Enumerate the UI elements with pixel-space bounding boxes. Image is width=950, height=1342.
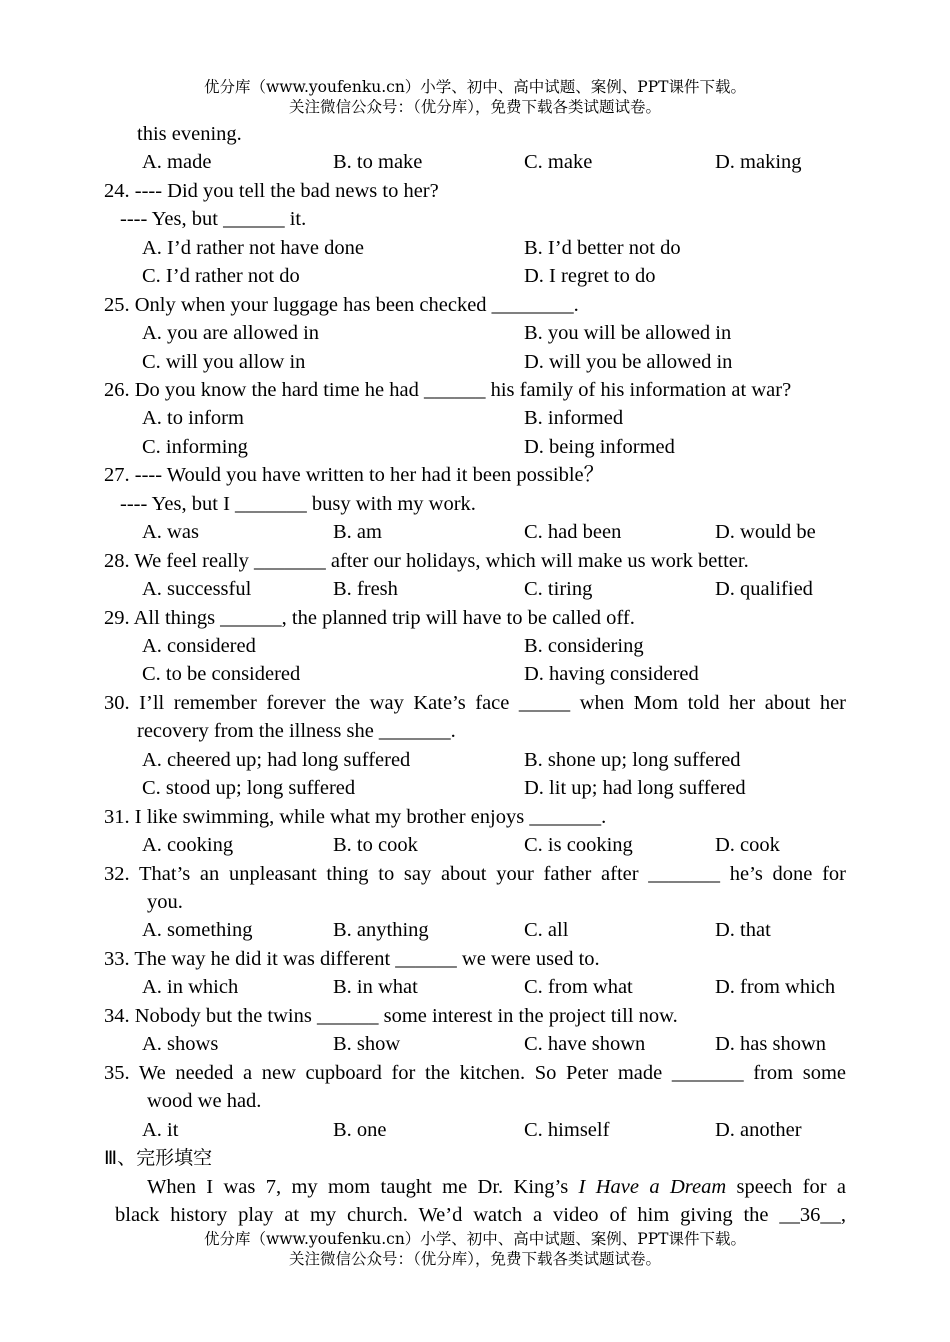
q25-option-a[interactable]: A. you are allowed in (142, 322, 320, 344)
q31-option-c[interactable]: C. is cooking (524, 834, 633, 856)
q30-stem-line-2 (0, 717, 950, 745)
q33-stem-line (0, 945, 950, 973)
q24-response-line (0, 205, 950, 233)
q35-stem-1: 35. We needed a new cupboard for the kitchen. So Peter made _______ from some (104, 1062, 846, 1084)
q30-options-row2 (0, 774, 950, 802)
q25-stem: 25. Only when your luggage has been checked ________. (104, 294, 579, 316)
q32-option-d[interactable]: D. that (715, 919, 771, 941)
q26-option-a[interactable]: A. to inform (142, 407, 244, 429)
q24-option-a[interactable]: A. I’d rather not have done (142, 237, 364, 259)
q23-option-d[interactable]: D. making (715, 151, 802, 173)
q24-response: ---- Yes, but ______ it. (120, 208, 307, 230)
q33-option-a[interactable]: A. in which (142, 976, 239, 998)
header-line-2: 关注微信公众号：（优分库），免费下载各类试题试卷。 (288, 98, 661, 116)
q25-option-b[interactable]: B. you will be allowed in (524, 322, 732, 344)
q26-option-b[interactable]: B. informed (524, 407, 624, 429)
header-line-1: 优分库（www.youfenku.cn）小学、初中、高中试题、案例、PPT课件下载。 (203, 78, 747, 96)
q26-options-row2 (0, 433, 950, 461)
q23-option-a[interactable]: A. made (142, 151, 212, 173)
section3-p1-after: speech for a (726, 1176, 846, 1198)
section3-paragraph-line-1 (0, 1173, 950, 1201)
q33-options (0, 973, 950, 1001)
q33-option-b[interactable]: B. in what (333, 976, 418, 998)
q32-option-a[interactable]: A. something (142, 919, 253, 941)
q35-stem-line-1 (0, 1059, 950, 1087)
section3-p1-before: When I was 7, my mom taught me Dr. King’s (147, 1176, 579, 1198)
q26-option-c[interactable]: C. informing (142, 436, 248, 458)
q35-stem-2: wood we had. (147, 1090, 262, 1112)
q34-stem: 34. Nobody but the twins ______ some interest in the project till now. (104, 1005, 678, 1027)
q35-option-d[interactable]: D. another (715, 1119, 802, 1141)
q32-stem-2: you. (147, 891, 183, 913)
q24-option-b[interactable]: B. I’d better not do (524, 237, 681, 259)
section3-paragraph-line-2 (0, 1201, 950, 1229)
q29-option-a[interactable]: A. considered (142, 635, 256, 657)
section3-heading: Ⅲ、完形填空 (104, 1147, 213, 1169)
q31-stem: 31. I like swimming, while what my brother enjoys _______. (104, 806, 607, 828)
q34-stem-line (0, 1002, 950, 1030)
q25-options-row2 (0, 348, 950, 376)
footer-line-2: 关注微信公众号：（优分库），免费下载各类试题试卷。 (288, 1250, 661, 1268)
q29-option-b[interactable]: B. considering (524, 635, 644, 657)
q33-option-d[interactable]: D. from which (715, 976, 836, 998)
q28-stem: 28. We feel really _______ after our holidays, which will make us work better. (104, 550, 749, 572)
footer-line-1: 优分库（www.youfenku.cn）小学、初中、高中试题、案例、PPT课件下载。 (203, 1230, 747, 1248)
q35-option-a[interactable]: A. it (142, 1119, 179, 1141)
q26-stem: 26. Do you know the hard time he had ______ his family of his information at war? (104, 379, 792, 401)
q34-option-c[interactable]: C. have shown (524, 1033, 646, 1055)
q27-stem-line (0, 461, 950, 489)
page-footer (0, 1229, 950, 1269)
q35-option-b[interactable]: B. one (333, 1119, 387, 1141)
section3-paragraph-2: black history play at my church. We’d watch a video of him giving the __36__, (115, 1204, 846, 1226)
q30-option-a[interactable]: A. cheered up; had long suffered (142, 749, 411, 771)
q26-option-d[interactable]: D. being informed (524, 436, 675, 458)
q28-option-c[interactable]: C. tiring (524, 578, 593, 600)
q25-stem-line (0, 291, 950, 319)
q34-option-d[interactable]: D. has shown (715, 1033, 827, 1055)
q24-options-row1 (0, 234, 950, 262)
q27-option-d[interactable]: D. would be (715, 521, 816, 543)
q23-continuation: this evening. (137, 123, 242, 145)
q33-stem: 33. The way he did it was different ______ we were used to. (104, 948, 600, 970)
q29-option-c[interactable]: C. to be considered (142, 663, 301, 685)
q35-options (0, 1116, 950, 1144)
q25-option-d[interactable]: D. will you be allowed in (524, 351, 733, 373)
q23-option-b[interactable]: B. to make (333, 151, 423, 173)
q28-option-a[interactable]: A. successful (142, 578, 252, 600)
q25-option-c[interactable]: C. will you allow in (142, 351, 306, 373)
q29-stem: 29. All things ______, the planned trip will have to be called off. (104, 607, 635, 629)
q32-stem-line-2 (0, 888, 950, 916)
q30-option-b[interactable]: B. shone up; long suffered (524, 749, 741, 771)
q29-options-row2 (0, 660, 950, 688)
q28-option-d[interactable]: D. qualified (715, 578, 813, 600)
q32-options (0, 916, 950, 944)
q32-option-c[interactable]: C. all (524, 919, 569, 941)
q27-option-c[interactable]: C. had been (524, 521, 622, 543)
q24-stem-line (0, 177, 950, 205)
q30-option-d[interactable]: D. lit up; had long suffered (524, 777, 746, 799)
q33-option-c[interactable]: C. from what (524, 976, 633, 998)
q27-option-a[interactable]: A. was (142, 521, 199, 543)
q23-options (0, 148, 950, 176)
q23-option-c[interactable]: C. make (524, 151, 593, 173)
q32-stem-1: 32. That’s an unpleasant thing to say about your father after _______ he’s done for (104, 863, 846, 885)
q35-stem-line-2 (0, 1087, 950, 1115)
q27-stem: 27. ---- Would you have written to her had it been possible？ (104, 464, 605, 486)
q34-options (0, 1030, 950, 1058)
q27-options (0, 518, 950, 546)
q28-options (0, 575, 950, 603)
q29-stem-line (0, 604, 950, 632)
q24-stem: 24. ---- Did you tell the bad news to her? (104, 180, 439, 202)
q25-options-row1 (0, 319, 950, 347)
q31-option-b[interactable]: B. to cook (333, 834, 418, 856)
page-header (0, 77, 950, 117)
q30-stem-1: 30. I’ll remember forever the way Kate’s face _____ when Mom told her about her (104, 692, 846, 714)
q27-option-b[interactable]: B. am (333, 521, 382, 543)
q30-stem-line-1 (0, 689, 950, 717)
q31-stem-line (0, 803, 950, 831)
q28-stem-line (0, 547, 950, 575)
q31-option-d[interactable]: D. cook (715, 834, 780, 856)
q27-response: ---- Yes, but I _______ busy with my work. (120, 493, 476, 515)
q27-response-line (0, 490, 950, 518)
section3-heading-line (0, 1144, 950, 1172)
q30-stem-2: recovery from the illness she _______. (137, 720, 456, 742)
q24-option-d[interactable]: D. I regret to do (524, 265, 656, 287)
q32-stem-line-1 (0, 860, 950, 888)
q31-options (0, 831, 950, 859)
q34-option-a[interactable]: A. shows (142, 1033, 219, 1055)
q29-options-row1 (0, 632, 950, 660)
q34-option-b[interactable]: B. show (333, 1033, 401, 1055)
q30-options-row1 (0, 746, 950, 774)
q24-option-c[interactable]: C. I’d rather not do (142, 265, 300, 287)
exam-content (0, 120, 950, 1230)
q28-option-b[interactable]: B. fresh (333, 578, 398, 600)
q23-continuation-line (0, 120, 950, 148)
q24-options-row2 (0, 262, 950, 290)
q29-option-d[interactable]: D. having considered (524, 663, 699, 685)
q26-options-row1 (0, 404, 950, 432)
q35-option-c[interactable]: C. himself (524, 1119, 610, 1141)
q31-option-a[interactable]: A. cooking (142, 834, 234, 856)
q30-option-c[interactable]: C. stood up; long suffered (142, 777, 356, 799)
speech-title: I Have a Dream (578, 1176, 727, 1198)
section3-paragraph-1 (147, 1173, 846, 1201)
q26-stem-line (0, 376, 950, 404)
q32-option-b[interactable]: B. anything (333, 919, 429, 941)
